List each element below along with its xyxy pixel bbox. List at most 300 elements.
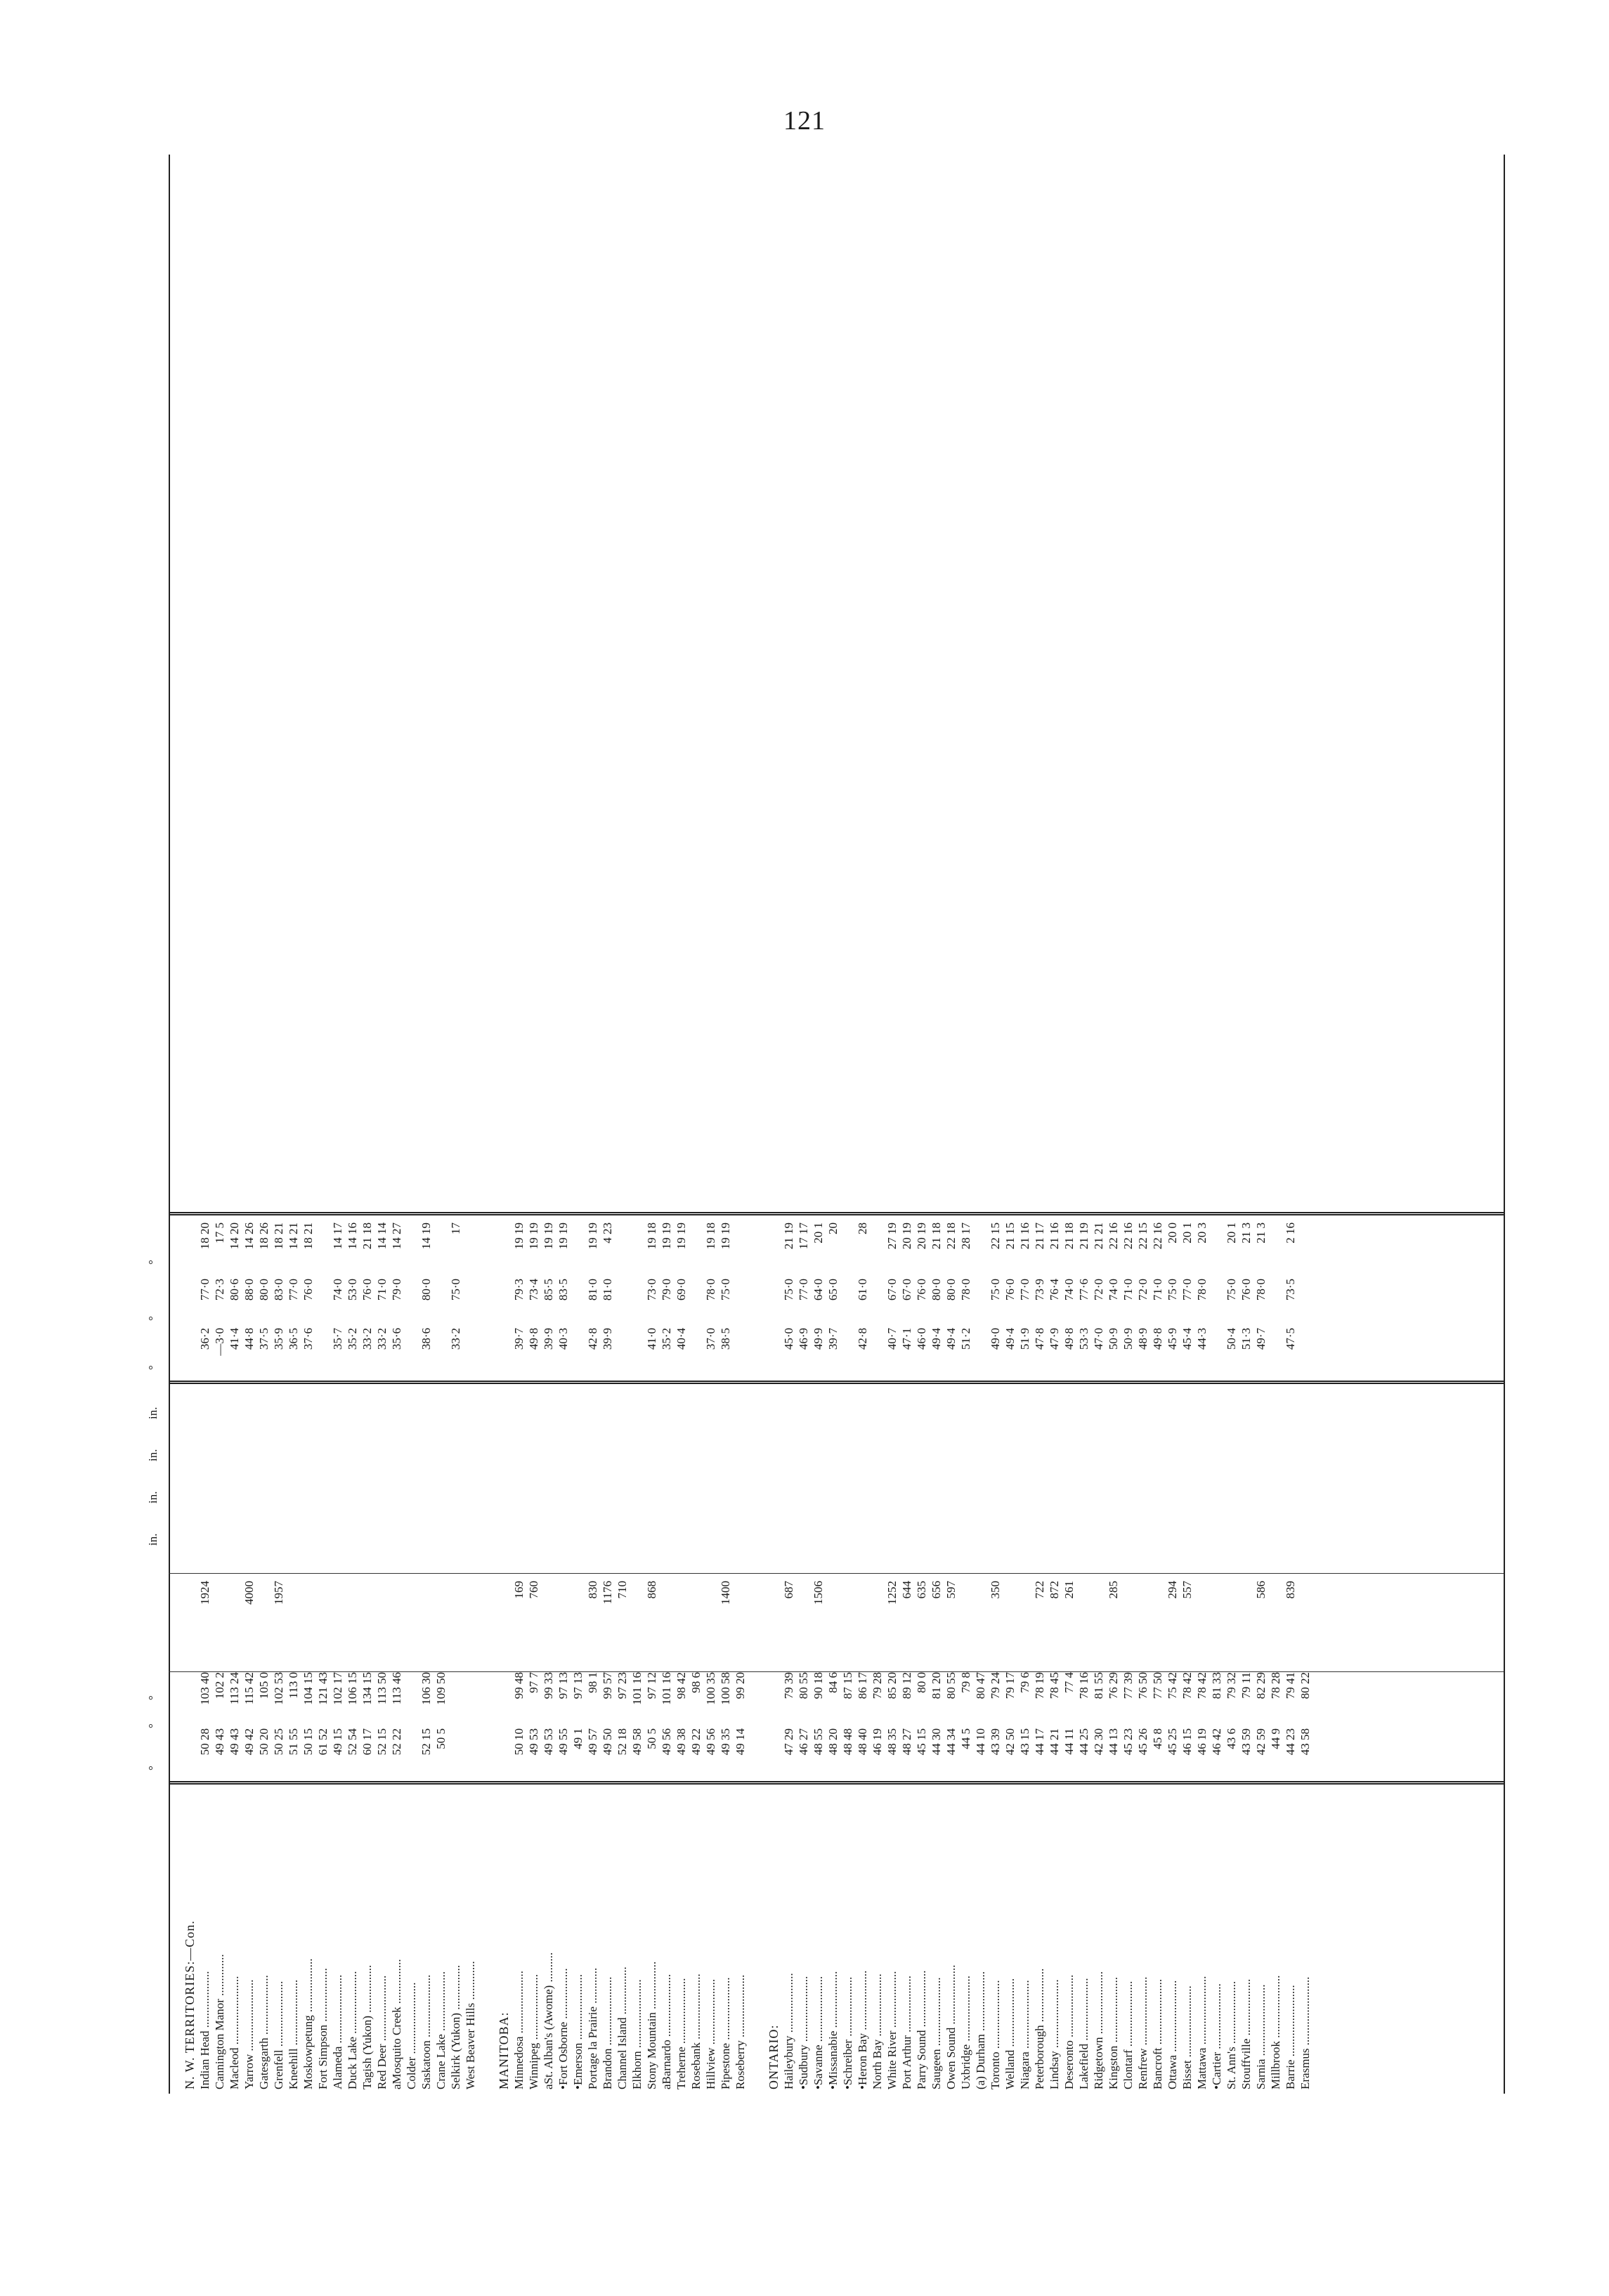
- table-row: [360, 155, 374, 2094]
- table-cell: 39·9: [542, 1328, 555, 1350]
- station-name: Stony Mountain ................: [645, 1961, 658, 2089]
- table-row: [464, 155, 478, 2094]
- table-cell: 67·0: [885, 1279, 899, 1301]
- table-cell: 79 41: [1284, 1672, 1297, 1700]
- table-cell: 50 28: [198, 1728, 211, 1756]
- table-cell: 839: [1284, 1581, 1297, 1599]
- table-cell: 72·0: [1136, 1279, 1149, 1301]
- table-row: [542, 155, 556, 2094]
- table-cell: 79 39: [782, 1672, 795, 1700]
- station-name: Mattawa .......................: [1195, 1976, 1209, 2089]
- table-cell: 80 0: [915, 1672, 928, 1693]
- station-name: Owen Sound ....................: [944, 1964, 958, 2089]
- station-name: •Fort Osborne .................: [556, 1968, 570, 2089]
- table-row: [974, 155, 988, 2094]
- table-cell: 100 58: [719, 1672, 732, 1705]
- table-row: [405, 155, 419, 2094]
- table-row: [1003, 155, 1017, 2094]
- station-name: •Heron Bay ....................: [856, 1970, 869, 2089]
- table-cell: 22 18: [944, 1222, 958, 1250]
- table-cell: 80·0: [930, 1279, 943, 1301]
- station-name: Lakefield .....................: [1077, 1978, 1090, 2089]
- table-cell: 78 28: [1269, 1672, 1282, 1700]
- table-cell: 27 19: [885, 1222, 899, 1250]
- table-cell: 20 1: [812, 1222, 825, 1244]
- table-cell: 19 18: [645, 1222, 658, 1250]
- table-cell: 45 23: [1121, 1728, 1135, 1756]
- station-name: Roseberry .....................: [734, 1974, 747, 2089]
- table-cell: 102 2: [213, 1672, 226, 1700]
- table-cell: 42·8: [586, 1328, 599, 1350]
- table-row: [1239, 155, 1253, 2094]
- table-cell: 100 35: [704, 1672, 717, 1705]
- station-name: Deseronto .....................: [1062, 1974, 1076, 2089]
- table-cell: 83·5: [556, 1279, 570, 1301]
- station-name: White River ...................: [885, 1971, 899, 2089]
- station-name: Ottawa ........................: [1166, 1980, 1179, 2089]
- table-row: [797, 155, 811, 2094]
- table-row: [586, 155, 600, 2094]
- station-name: Kneehill ......................: [287, 1979, 300, 2089]
- table-cell: 52 15: [419, 1728, 433, 1756]
- table-cell: 50 5: [434, 1728, 448, 1749]
- table-cell: 45·4: [1180, 1328, 1194, 1350]
- station-name: Clontarf ......................: [1121, 1981, 1135, 2089]
- table-cell: 48 48: [841, 1728, 854, 1756]
- table-cell: 21 21: [1092, 1222, 1105, 1250]
- table-cell: 37·5: [257, 1328, 271, 1350]
- table-cell: 49 1: [571, 1728, 585, 1749]
- table-row: [1298, 155, 1312, 2094]
- table-cell: 40·3: [556, 1328, 570, 1350]
- table-cell: 78 42: [1180, 1672, 1194, 1700]
- table-cell: 17 17: [797, 1222, 810, 1250]
- table-cell: 48 35: [885, 1728, 899, 1756]
- table-cell: 44 34: [944, 1728, 958, 1756]
- station-name: Treherne ......................: [675, 1978, 688, 2089]
- station-name: aSt. Alban's (Awome) ..........: [542, 1952, 555, 2089]
- section-heading: N. W. TERRITORIES:—Con.: [183, 1920, 197, 2089]
- table-cell: 76·0: [360, 1279, 374, 1301]
- table-cell: 2 16: [1284, 1222, 1297, 1244]
- table-cell: 75·0: [1166, 1279, 1179, 1301]
- table-cell: 1924: [198, 1581, 211, 1605]
- table-cell: 99 20: [734, 1672, 747, 1700]
- station-name: Crane Lake ....................: [434, 1971, 448, 2089]
- table-cell: 644: [900, 1581, 913, 1599]
- table-row: [1092, 155, 1106, 2094]
- table-cell: 78 16: [1077, 1672, 1090, 1700]
- table-cell: 19 18: [704, 1222, 717, 1250]
- table-cell: 350: [989, 1581, 1002, 1599]
- table-cell: 113 50: [375, 1672, 389, 1705]
- station-name: •Missanabie ...................: [826, 1971, 840, 2089]
- table-cell: 75 42: [1166, 1672, 1179, 1700]
- table-cell: 80·6: [228, 1279, 241, 1301]
- station-name: (a) Durham ....................: [974, 1971, 987, 2089]
- table-cell: 102 17: [331, 1672, 344, 1705]
- station-name: Erasmus .......................: [1298, 1976, 1312, 2089]
- table-cell: 105 0: [257, 1672, 271, 1700]
- table-row: [1151, 155, 1165, 2094]
- table-row: [512, 155, 526, 2094]
- table-cell: 656: [930, 1581, 943, 1599]
- table-cell: 72·0: [1092, 1279, 1105, 1301]
- table-cell: 81·0: [601, 1279, 614, 1301]
- table-cell: 44 23: [1284, 1728, 1297, 1756]
- table-cell: 99 57: [601, 1672, 614, 1700]
- table-cell: 109 50: [434, 1672, 448, 1705]
- station-name: Welland .......................: [1003, 1978, 1017, 2089]
- table-cell: 14 20: [228, 1222, 241, 1250]
- table-cell: 51 55: [287, 1728, 300, 1756]
- station-name: Barrie ........................: [1284, 1985, 1297, 2089]
- table-cell: 35·6: [390, 1328, 403, 1350]
- table-cell: 97 13: [571, 1672, 585, 1700]
- table-cell: 21 16: [1018, 1222, 1031, 1250]
- unit-longitude: °: [146, 1723, 159, 1728]
- table-cell: 4 23: [601, 1222, 614, 1244]
- table-cell: 46 15: [1180, 1728, 1194, 1756]
- table-cell: 28: [856, 1222, 869, 1234]
- table-cell: 830: [586, 1581, 599, 1599]
- table-cell: 49 42: [242, 1728, 256, 1756]
- table-cell: 50 10: [512, 1728, 526, 1756]
- table-cell: 90 18: [812, 1672, 825, 1700]
- table-cell: 44 25: [1077, 1728, 1090, 1756]
- table-cell: 22 16: [1107, 1222, 1120, 1250]
- table-row: [1195, 155, 1209, 2094]
- table-row: [1077, 155, 1091, 2094]
- table-cell: 113 0: [287, 1672, 300, 1699]
- table-cell: 40·4: [675, 1328, 688, 1350]
- table-top-rule: [169, 155, 170, 2094]
- unit-latitude: °: [146, 1766, 159, 1770]
- table-cell: 77 50: [1151, 1672, 1164, 1700]
- table-cell: 75·0: [719, 1279, 732, 1301]
- unit-temp-2: °: [146, 1316, 159, 1321]
- table-cell: 53·3: [1077, 1328, 1090, 1350]
- station-name: Bisset ........................: [1180, 1985, 1194, 2089]
- table-row: [989, 155, 1003, 2094]
- table-cell: 1252: [885, 1581, 899, 1605]
- table-cell: 98 6: [689, 1672, 703, 1693]
- table-cell: 49 57: [586, 1728, 599, 1756]
- table-cell: 49·8: [1151, 1328, 1164, 1350]
- station-name: Renfrew .......................: [1136, 1976, 1149, 2089]
- table-row: [944, 155, 958, 2094]
- table-row: [419, 155, 434, 2094]
- table-cell: 33·2: [360, 1328, 374, 1350]
- table-cell: 20 19: [900, 1222, 913, 1250]
- table-cell: 28 17: [959, 1222, 972, 1250]
- table-cell: 64·0: [812, 1279, 825, 1301]
- table-cell: 50 15: [301, 1728, 315, 1756]
- station-name: West Beaver Hills .............: [464, 1961, 477, 2089]
- table-cell: 81 55: [1092, 1672, 1105, 1700]
- table-cell: 102 53: [272, 1672, 285, 1705]
- table-cell: 14 16: [346, 1222, 359, 1250]
- table-cell: 169: [512, 1581, 526, 1599]
- table-cell: 1400: [719, 1581, 732, 1605]
- table-row: [1018, 155, 1032, 2094]
- table-cell: 78 19: [1033, 1672, 1046, 1700]
- table-cell: 39·7: [512, 1328, 526, 1350]
- station-name: St. Ann's .....................: [1225, 1981, 1238, 2089]
- table-cell: 80 22: [1298, 1672, 1312, 1700]
- table-cell: 261: [1062, 1581, 1076, 1599]
- table-row: [704, 155, 718, 2094]
- table-cell: 44·8: [242, 1328, 256, 1350]
- table-cell: 49 22: [689, 1728, 703, 1756]
- table-cell: 77·0: [287, 1279, 300, 1301]
- station-name: Elkhorn .......................: [630, 1979, 644, 2089]
- table-cell: 75·0: [782, 1279, 795, 1301]
- table-row: [434, 155, 448, 2094]
- table-cell: 43 15: [1018, 1728, 1031, 1756]
- station-name: Red Deer ......................: [375, 1975, 389, 2089]
- table-cell: 98 1: [586, 1672, 599, 1693]
- table-cell: 80·0: [257, 1279, 271, 1301]
- table-cell: 78·0: [959, 1279, 972, 1301]
- table-cell: 48 27: [900, 1728, 913, 1756]
- table-cell: 49 43: [213, 1728, 226, 1756]
- table-cell: 47·1: [900, 1328, 913, 1350]
- table-cell: 49·4: [944, 1328, 958, 1350]
- station-name: Saugeen .......................: [930, 1977, 943, 2089]
- table-cell: 22 16: [1121, 1222, 1135, 1250]
- table-cell: 80 55: [944, 1672, 958, 1700]
- station-name: Rosebank ......................: [689, 1974, 703, 2089]
- station-name: Colder ........................: [405, 1982, 418, 2089]
- table-cell: 21 18: [360, 1222, 374, 1250]
- station-name: Haileybury ....................: [782, 1973, 795, 2089]
- table-cell: 14 27: [390, 1222, 403, 1250]
- table-cell: 44 30: [930, 1728, 943, 1756]
- table-cell: 78·0: [1254, 1279, 1268, 1301]
- station-name: Bancroft ......................: [1151, 1978, 1164, 2089]
- table-cell: 75·0: [449, 1279, 462, 1301]
- station-name: Winnipeg ......................: [527, 1974, 540, 2089]
- table-cell: 4000: [242, 1581, 256, 1605]
- table-row: [782, 155, 796, 2094]
- table-cell: 18 20: [198, 1222, 211, 1250]
- table-cell: 39·9: [601, 1328, 614, 1350]
- table-cell: 14 19: [419, 1222, 433, 1250]
- table-cell: 69·0: [675, 1279, 688, 1301]
- table-row: [1180, 155, 1194, 2094]
- station-name: Duck Lake .....................: [346, 1971, 359, 2089]
- table-cell: 50 25: [272, 1728, 285, 1756]
- table-cell: 46·9: [797, 1328, 810, 1350]
- table-row: [1048, 155, 1062, 2094]
- table-cell: 37·6: [301, 1328, 315, 1350]
- table-cell: 760: [527, 1581, 540, 1599]
- table-cell: 49·9: [812, 1328, 825, 1350]
- table-row: [601, 155, 615, 2094]
- table-cell: 85·5: [542, 1279, 555, 1301]
- table-cell: 42 30: [1092, 1728, 1105, 1756]
- table-row: [331, 155, 345, 2094]
- table-cell: 49·4: [930, 1328, 943, 1350]
- table-row: [228, 155, 242, 2094]
- station-name: Cannington Manor ..............: [213, 1954, 226, 2089]
- table-cell: 97 23: [615, 1672, 629, 1700]
- table-cell: 49·8: [1062, 1328, 1076, 1350]
- table-row: [1225, 155, 1239, 2094]
- table-cell: 39·7: [826, 1328, 840, 1350]
- table-cell: 49·7: [1254, 1328, 1268, 1350]
- table-row: [856, 155, 870, 2094]
- table-cell: 80·0: [419, 1279, 433, 1301]
- table-cell: 104 15: [301, 1672, 315, 1705]
- table-cell: 77·6: [1077, 1279, 1090, 1301]
- table-cell: 77·0: [1180, 1279, 1194, 1301]
- table-cell: 115 42: [242, 1672, 256, 1705]
- station-name: Yarrow ........................: [242, 1979, 256, 2089]
- table-cell: 65·0: [826, 1279, 840, 1301]
- table-row: [198, 155, 212, 2094]
- table-cell: 36·5: [287, 1328, 300, 1350]
- table-cell: 49·8: [527, 1328, 540, 1350]
- table-cell: 75·0: [989, 1279, 1002, 1301]
- table-cell: 35·7: [331, 1328, 344, 1350]
- table-cell: 81·0: [586, 1279, 599, 1301]
- table-cell: 1957: [272, 1581, 285, 1605]
- table-cell: 79·0: [660, 1279, 673, 1301]
- section-heading: MANITOBA:: [497, 2011, 511, 2089]
- table-cell: 597: [944, 1581, 958, 1599]
- table-cell: 113 46: [390, 1672, 403, 1705]
- table-cell: 44 5: [959, 1728, 972, 1749]
- table-cell: 74·0: [331, 1279, 344, 1301]
- table-row: [301, 155, 315, 2094]
- table-cell: 22 16: [1151, 1222, 1164, 1250]
- table-row: [287, 155, 301, 2094]
- table-cell: 42 50: [1003, 1728, 1017, 1756]
- table-cell: 47·8: [1033, 1328, 1046, 1350]
- table-row: [826, 155, 840, 2094]
- table-cell: 73·4: [527, 1279, 540, 1301]
- table-cell: 76·0: [915, 1279, 928, 1301]
- table-cell: 21 17: [1033, 1222, 1046, 1250]
- table-cell: 79 32: [1225, 1672, 1238, 1700]
- table-cell: 47 29: [782, 1728, 795, 1756]
- table-cell: 1506: [812, 1581, 825, 1605]
- station-name: Uxbridge ......................: [959, 1976, 972, 2089]
- station-name: Brandon .......................: [601, 1976, 614, 2089]
- table-cell: 50·9: [1121, 1328, 1135, 1350]
- station-name: Ridgetown .....................: [1092, 1971, 1105, 2089]
- table-cell: 83·0: [272, 1279, 285, 1301]
- table-cell: 46 19: [1195, 1728, 1209, 1756]
- table-cell: 60 17: [360, 1728, 374, 1756]
- table-cell: 78 45: [1048, 1672, 1061, 1700]
- table-cell: 106 15: [346, 1672, 359, 1705]
- table-cell: 61·0: [856, 1279, 869, 1301]
- table-cell: 49 38: [675, 1728, 688, 1756]
- table-cell: 87 15: [841, 1672, 854, 1700]
- table-cell: 73·5: [1284, 1279, 1297, 1301]
- unit-pressure-4: in.: [146, 1407, 159, 1419]
- station-name: •Cartier ......................: [1210, 1983, 1223, 2089]
- table-cell: 98 42: [675, 1672, 688, 1700]
- station-name: aMosquito Creek ...............: [390, 1959, 403, 2089]
- table-cell: 42 59: [1254, 1728, 1268, 1756]
- table-cell: 48·9: [1136, 1328, 1149, 1350]
- table-row: [316, 155, 330, 2094]
- table-cell: 49 53: [527, 1728, 540, 1756]
- table-cell: 285: [1107, 1581, 1120, 1599]
- table-cell: 79 24: [989, 1672, 1002, 1700]
- unit-pressure-1: in.: [146, 1533, 159, 1546]
- table-cell: 77 39: [1121, 1672, 1135, 1700]
- table-row: [390, 155, 404, 2094]
- table-cell: 40·7: [885, 1328, 899, 1350]
- table-row: [1121, 155, 1135, 2094]
- table-cell: 121 43: [316, 1672, 330, 1705]
- table-cell: 17 5: [213, 1222, 226, 1244]
- table-row: [257, 155, 271, 2094]
- table-cell: 50·9: [1107, 1328, 1120, 1350]
- station-name: North Bay .....................: [871, 1974, 884, 2089]
- table-cell: 19 19: [719, 1222, 732, 1250]
- table-cell: 48 55: [812, 1728, 825, 1756]
- table-cell: 49 43: [228, 1728, 241, 1756]
- table-cell: 33·2: [375, 1328, 389, 1350]
- station-name: Saskatoon .....................: [419, 1974, 433, 2089]
- station-name: •Sudbury ......................: [797, 1976, 810, 2089]
- table-cell: 101 16: [630, 1672, 644, 1705]
- table-cell: 52 22: [390, 1728, 403, 1756]
- table-cell: 103 40: [198, 1672, 211, 1705]
- table-cell: 44·3: [1195, 1328, 1209, 1350]
- table-cell: 19 19: [527, 1222, 540, 1250]
- table-row: [449, 155, 463, 2094]
- table-cell: 47·9: [1048, 1328, 1061, 1350]
- station-name: Parry Sound ...................: [915, 1970, 928, 2089]
- table-cell: 74·0: [1107, 1279, 1120, 1301]
- table-cell: 586: [1254, 1581, 1268, 1599]
- table-cell: 79·3: [512, 1279, 526, 1301]
- table-cell: 43 58: [1298, 1728, 1312, 1756]
- table-cell: 46 27: [797, 1728, 810, 1756]
- table-cell: 19 19: [586, 1222, 599, 1250]
- unit-degrees: °: [146, 1695, 159, 1700]
- station-name: Peterborough ..................: [1033, 1968, 1046, 2089]
- table-cell: 45 25: [1166, 1728, 1179, 1756]
- table-cell: 52 15: [375, 1728, 389, 1756]
- table-cell: 17: [449, 1222, 462, 1234]
- table-cell: 50 5: [645, 1728, 658, 1749]
- table-cell: 19 19: [512, 1222, 526, 1250]
- table-row: [1166, 155, 1180, 2094]
- table-cell: 99 48: [512, 1672, 526, 1700]
- table-cell: 48 40: [856, 1728, 869, 1756]
- table-cell: 80 55: [797, 1672, 810, 1700]
- table-cell: 76·4: [1048, 1279, 1061, 1301]
- table-cell: 294: [1166, 1581, 1179, 1599]
- table-row: [1062, 155, 1076, 2094]
- table-cell: 41·4: [228, 1328, 241, 1350]
- table-row: [556, 155, 571, 2094]
- table-cell: 21 16: [1048, 1222, 1061, 1250]
- station-name: Millbrook .....................: [1269, 1975, 1282, 2089]
- table-cell: 45 15: [915, 1728, 928, 1756]
- table-cell: 77·0: [198, 1279, 211, 1301]
- table-cell: 44 17: [1033, 1728, 1046, 1756]
- page-number: 121: [783, 106, 826, 136]
